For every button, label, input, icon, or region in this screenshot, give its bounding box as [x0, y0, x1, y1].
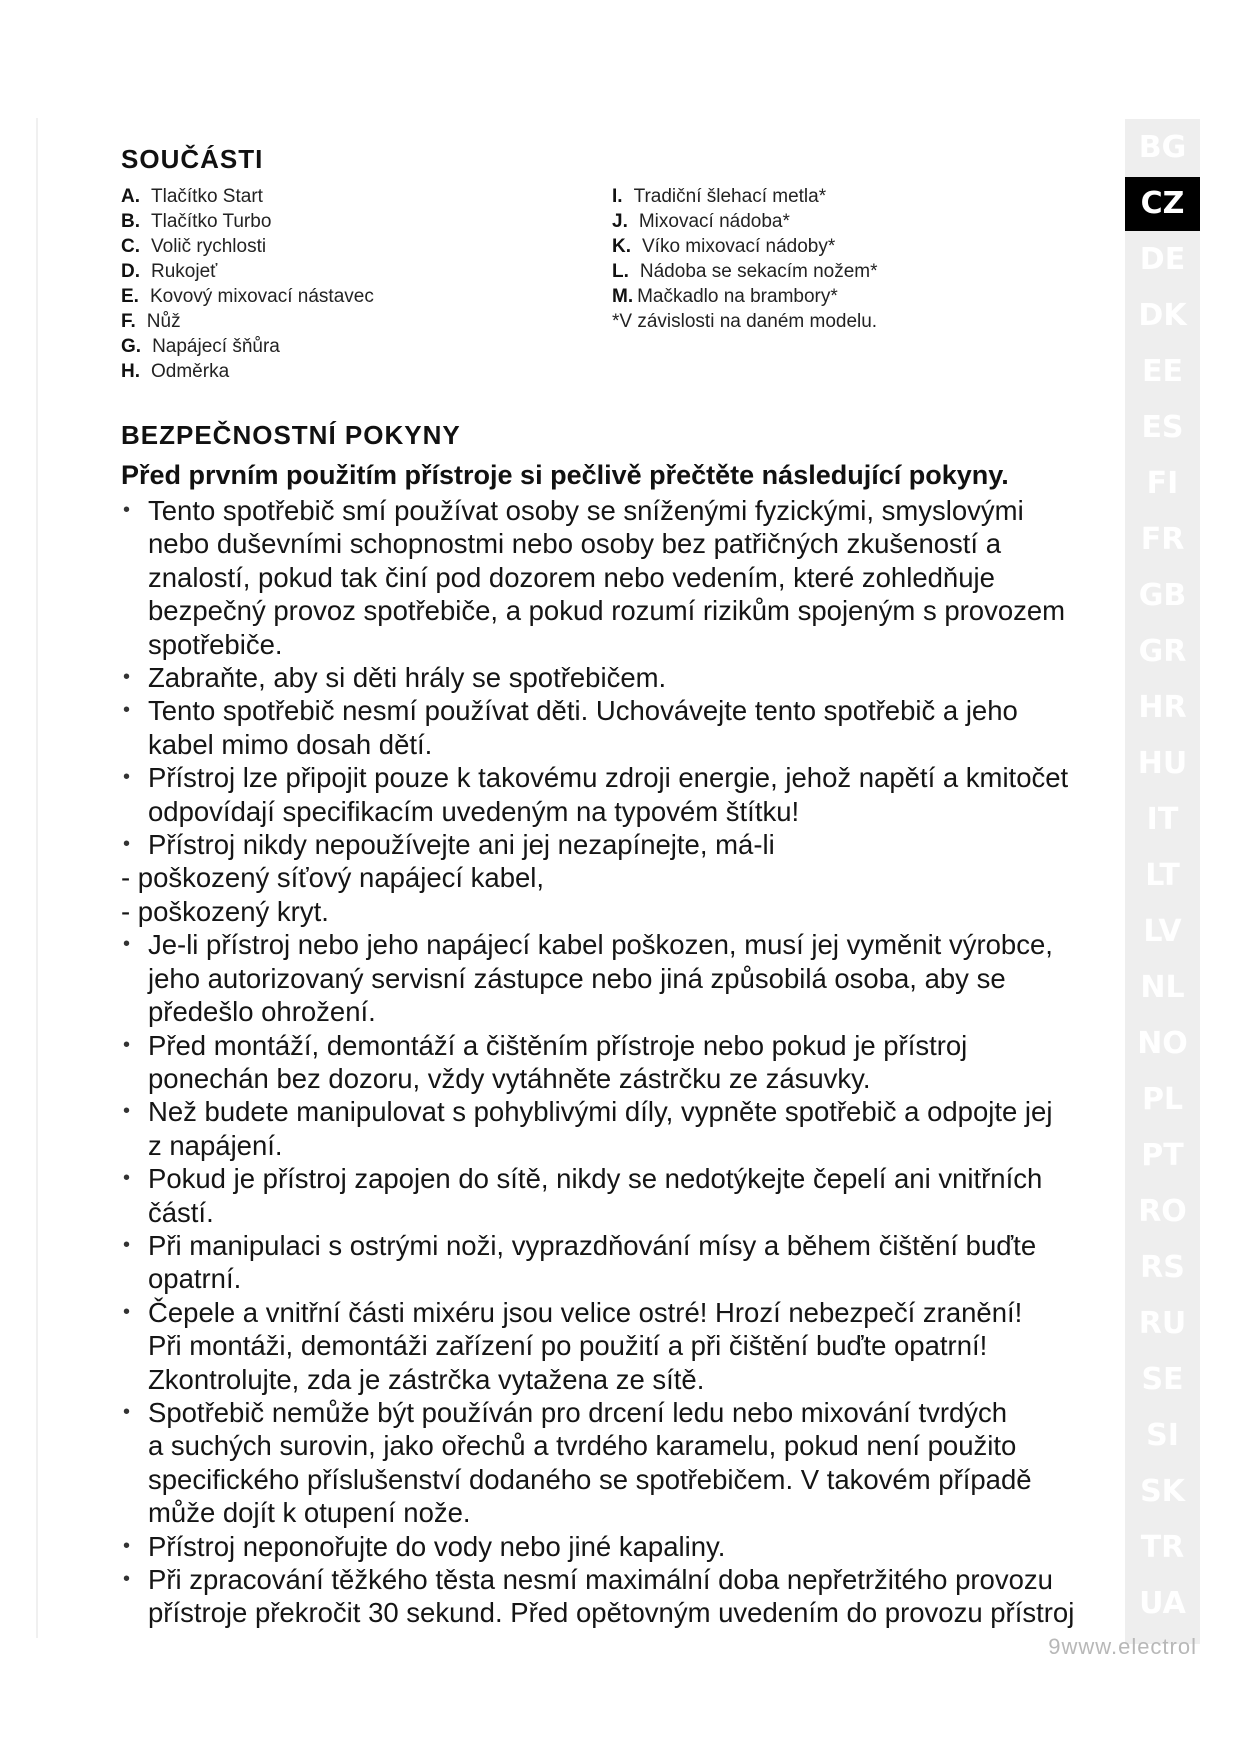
language-tab-bg[interactable]: BG [1138, 130, 1187, 165]
language-tab-lv[interactable]: LV [1143, 914, 1182, 949]
language-tab-no[interactable]: NO [1137, 1026, 1188, 1061]
language-tab-fr[interactable]: FR [1140, 522, 1185, 557]
safety-item: • Je-li přístroj nebo jeho napájecí kabel poškozen, musí jej vyměnit výrobce, jeho autorizovaný servisní zástupce nebo jiná způsobilá osoba, aby se předešlo ohrožení. [121, 928, 1096, 1028]
language-tab-es[interactable]: ES [1141, 410, 1184, 445]
part-item: I. Tradiční šlehací metla* [612, 186, 827, 207]
safety-item: • Při zpracování těžkého těsta nesmí maximální doba nepřetržitého provozu přístroje překročit 30 sekund. Před opětovným uvedením do provozu přístroj [121, 1563, 1096, 1630]
language-tab-ru[interactable]: RU [1138, 1306, 1187, 1341]
safety-subitem: - poškozený síťový napájecí kabel, [121, 862, 545, 894]
parts-list-left [121, 184, 551, 384]
part-item: L. Nádoba se sekacím nožem* [612, 261, 878, 282]
part-item: F. Nůž [121, 311, 181, 332]
parts-footnote: *V závislosti na daném modelu. [612, 311, 878, 332]
footer-url: 9www.electrol [1048, 1634, 1197, 1659]
part-item: D. Rukojeť [121, 261, 218, 282]
safety-item: • Než budete manipulovat s pohyblivými díly, vypněte spotřebič a odpojte jej z napájení. [121, 1095, 1096, 1162]
language-tab-hr[interactable]: HR [1138, 690, 1187, 725]
safety-item: • Přístroj lze připojit pouze k takovému zdroji energie, jehož napětí a kmitočet odpovídají specifikacím uvedeným na typovém štítku! [121, 761, 1096, 828]
parts-list-right [612, 184, 1032, 334]
language-tab-pt[interactable]: PT [1141, 1138, 1184, 1173]
language-tab-rs[interactable]: RS [1140, 1250, 1185, 1285]
language-tab-pl[interactable]: PL [1141, 1082, 1184, 1117]
safety-item: • Zabraňte, aby si děti hrály se spotřebičem. [121, 661, 1096, 694]
language-tab-se[interactable]: SE [1141, 1362, 1184, 1397]
part-item: G. Napájecí šňůra [121, 336, 280, 357]
language-tab-ee[interactable]: EE [1142, 354, 1183, 389]
safety-item: • Před montáží, demontáží a čištěním přístroje nebo pokud je přístroj ponechán bez dozoru, vždy vytáhněte zástrčku ze zásuvky. [121, 1029, 1096, 1096]
part-item: J. Mixovací nádoba* [612, 211, 790, 232]
language-tab-tr[interactable]: TR [1140, 1530, 1185, 1565]
language-tab-gr[interactable]: GR [1138, 634, 1187, 669]
safety-item: • Čepele a vnitřní části mixéru jsou velice ostré! Hrozí nebezpečí zranění! Při montáži, demontáži zařízení po použití a při čištění buďte opatrní! Zkontrolujte, zda je zástrčka vytažena ze sítě. [121, 1296, 1096, 1396]
language-tab-ro[interactable]: RO [1138, 1194, 1187, 1229]
language-tab-gb[interactable]: GB [1138, 578, 1187, 613]
language-tab-sk[interactable]: SK [1140, 1474, 1185, 1509]
language-tab-hu[interactable]: HU [1137, 746, 1188, 781]
part-item: H. Odměrka [121, 361, 230, 382]
safety-item: • Přístroj neponořujte do vody nebo jiné kapaliny. [121, 1530, 1096, 1563]
language-tab-de[interactable]: DE [1139, 242, 1186, 277]
parts-section-title: SOUČÁSTI [121, 144, 264, 174]
language-tab-lt[interactable]: LT [1145, 858, 1180, 893]
language-tab-si[interactable]: SI [1146, 1418, 1179, 1453]
language-tab-dk[interactable]: DK [1138, 298, 1187, 333]
safety-item: • Tento spotřebič smí používat osoby se sníženými fyzickými, smyslovými nebo duševními schopnostmi nebo osoby bez patřičných zkušeností a znalostí, pokud tak činí pod dozorem nebo vedením, které zohledňuje bezpečný provoz spotřebiče, a pokud rozumí rizikům spojeným s provozem spotřebiče. [121, 494, 1096, 661]
part-item: K. Víko mixovací nádoby* [612, 236, 836, 257]
safety-item: • Při manipulaci s ostrými noži, vyprazdňování mísy a během čištění buďte opatrní. [121, 1229, 1096, 1296]
language-tab-cz[interactable]: CZ [1125, 177, 1200, 231]
part-item: E. Kovový mixovací nástavec [121, 286, 374, 307]
language-tab-it[interactable]: IT [1146, 802, 1179, 837]
safety-subitem: - poškozený kryt. [121, 895, 329, 927]
safety-item: • Přístroj nikdy nepoužívejte ani jej nezapínejte, má-li [121, 828, 1096, 861]
safety-item: • Spotřebič nemůže být používán pro drcení ledu nebo mixování tvrdých a suchých surovin, jako ořechů a tvrdého karamelu, pokud není použito specifického příslušenství dodaného se spotřebičem. V takovém případě může dojít k otupení nože. [121, 1396, 1096, 1530]
part-item: M. Mačkadlo na brambory* [612, 286, 838, 307]
part-item: A. Tlačítko Start [121, 186, 263, 207]
language-tab-fi[interactable]: FI [1146, 466, 1179, 501]
language-tab-nl[interactable]: NL [1140, 970, 1185, 1005]
language-tab-ua[interactable]: UA [1139, 1586, 1186, 1621]
safety-intro: Před prvním použitím přístroje si pečlivě přečtěte následující pokyny. [121, 460, 1009, 490]
safety-instructions-list [121, 494, 1096, 1630]
safety-item: • Tento spotřebič nesmí používat děti. Uchovávejte tento spotřebič a jeho kabel mimo dosah dětí. [121, 694, 1096, 761]
part-item: C. Volič rychlosti [121, 236, 267, 257]
part-item: B. Tlačítko Turbo [121, 211, 272, 232]
page-edge-line [36, 118, 38, 1638]
safety-item: • Pokud je přístroj zapojen do sítě, nikdy se nedotýkejte čepelí ani vnitřních částí. [121, 1162, 1096, 1229]
safety-section-title: BEZPEČNOSTNÍ POKYNY [121, 420, 461, 450]
